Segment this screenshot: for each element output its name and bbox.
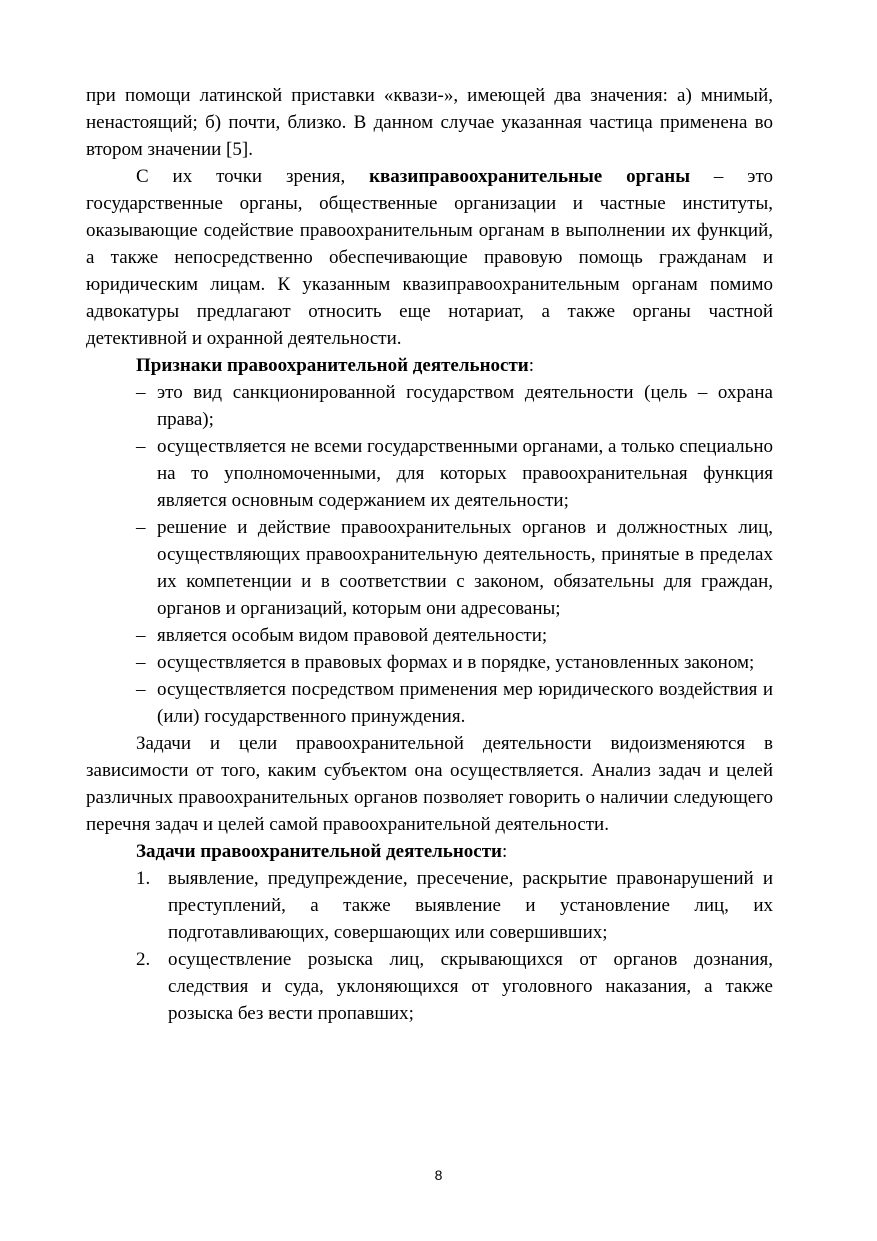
- heading-text: Признаки правоохранительной деятельности: [136, 355, 529, 376]
- list-item-text: выявление, предупреждение, пресечение, раскрытие правонарушений и преступлений, а также выявление и установление лиц, их подготавливающих, совершающих или совершивших;: [168, 868, 773, 943]
- tasks-list: [86, 865, 773, 1027]
- bold-term: квазиправоохранительные органы: [369, 166, 691, 187]
- list-number: 1.: [136, 868, 151, 889]
- dash-marker: –: [136, 679, 146, 700]
- list-item: [136, 622, 773, 649]
- paragraph-tasks-goals: Задачи и цели правоохранительной деятельности видоизменяются в зависимости от того, каким субъектом она осуществляется. Анализ задач и целей различных правоохранительных органов позволяет говорить о наличии следующего перечня задач и целей самой правоохранительной деятельности.: [86, 733, 773, 835]
- dash-marker: –: [136, 517, 146, 538]
- paragraph-text: – это государственные органы, общественные организации и частные институты, оказывающие содействие правоохранительным органам в выполнении их функций, а также непосредственно обеспечивающие правовую помощь гражданам и юридическим лицам. К указанным квазиправоохранительным органам помимо адвокатуры предлагают относить еще нотариат, а также органы частной детективной и охранной деятельности.: [86, 166, 774, 349]
- paragraph-text: С их точки зрения,: [136, 166, 370, 187]
- signs-heading: [136, 352, 773, 379]
- document-body: [86, 82, 773, 1027]
- list-item-text: это вид санкционированной государством деятельности (цель – охрана права);: [157, 382, 773, 430]
- list-item-text: осуществляется посредством применения мер юридического воздействия и (или) государственного принуждения.: [157, 679, 773, 727]
- list-item: [136, 676, 773, 730]
- list-item: [136, 379, 773, 433]
- list-item-text: решение и действие правоохранительных органов и должностных лиц, осуществляющих правоохранительную деятельность, принятые в пределах их компетенции и в соответствии с законом, обязательны для граждан, органов и организаций, которым они адресованы;: [157, 517, 773, 619]
- dash-marker: –: [136, 382, 146, 403]
- heading-text: Задачи правоохранительной деятельности: [136, 841, 503, 862]
- list-item: [136, 514, 773, 622]
- heading-colon: :: [502, 841, 508, 862]
- list-item-text: осуществляется в правовых формах и в порядке, установленных законом;: [157, 652, 755, 673]
- list-item: [136, 946, 773, 1027]
- heading-colon: :: [528, 355, 535, 376]
- list-item-text: является особым видом правовой деятельности;: [157, 625, 548, 646]
- paragraph-intro: при помощи латинской приставки «квази-», имеющей два значения: а) мнимый, ненастоящий; б) почти, близко. В данном случае указанная частица применена во втором значении [5].: [86, 85, 773, 160]
- list-item-text: осуществление розыска лиц, скрывающихся от органов дознания, следствия и суда, уклоняющихся от уголовного наказания, а также розыска без вести пропавших;: [168, 949, 773, 1024]
- list-item: [136, 433, 773, 514]
- signs-list: [86, 379, 773, 730]
- paragraph-quasi-definition: [86, 163, 773, 352]
- list-item-text: осуществляется не всеми государственными органами, а только специально на то уполномоченными, для которых правоохранительная функция является основным содержанием их деятельности;: [157, 436, 773, 511]
- tasks-heading: [136, 838, 773, 865]
- list-item: [136, 865, 773, 946]
- dash-marker: –: [136, 436, 146, 457]
- dash-marker: –: [136, 625, 146, 646]
- list-number: 2.: [136, 949, 151, 970]
- dash-marker: –: [136, 652, 146, 673]
- page-number: 8: [434, 1167, 443, 1183]
- list-item: [136, 649, 773, 676]
